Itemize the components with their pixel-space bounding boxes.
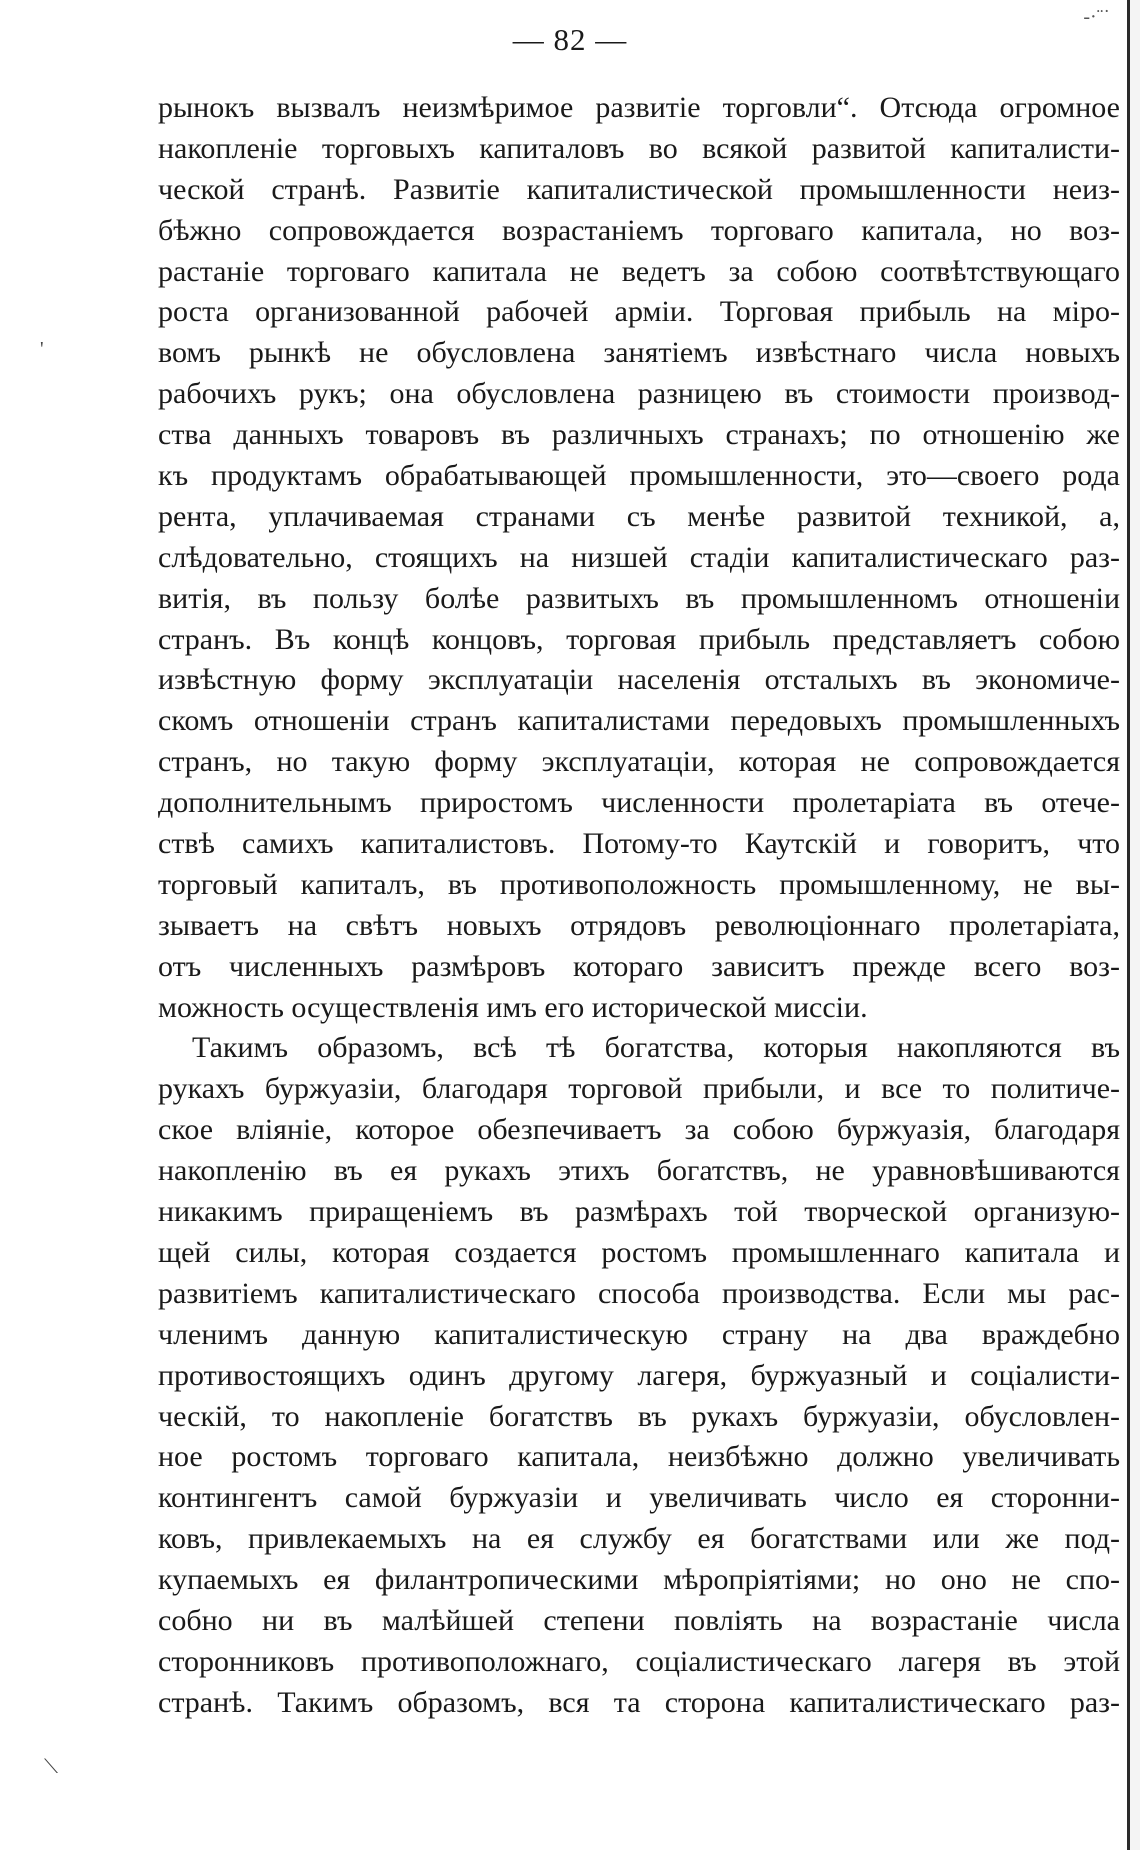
text-line: ское вліяніе, которое обезпечиваетъ за собою буржуазія, благодаря [158,1113,1120,1147]
text-line: ствѣ самихъ капиталистовъ. Потому-то Каутскій и говоритъ, что [158,827,1120,861]
text-line: рынокъ вызвалъ неизмѣримое развитіе торговли“. Отсюда огромное [158,91,1120,124]
text-line: странъ. Въ концѣ концовъ, торговая прибыль представляетъ собою [158,622,1120,656]
page-edge [1127,0,1130,1850]
text-line: членимъ данную капиталистическую страну на два враждебно [158,1317,1120,1351]
text-line: ческій, то накопленіе богатствъ въ рукахъ буржуазіи, обусловлен- [158,1399,1120,1433]
text-line: къ продуктамъ обрабатывающей промышленности, это—своего рода [158,459,1120,493]
text-line: собно ни въ малѣйшей степени повліять на возрастаніе числа [158,1603,1120,1637]
text-line: противостоящихъ одинъ другому лагеря, буржуазный и соціалисти- [158,1358,1120,1392]
text-line: торговый капиталъ, въ противоположность промышленному, не вы- [158,867,1120,901]
text-line: бѣжно сопровождается возрастаніемъ торговаго капитала, но воз- [158,213,1120,247]
text-line: ства данныхъ товаровъ въ различныхъ странахъ; по отношенію же [158,418,1120,452]
text-line: щей силы, которая создается ростомъ промышленнаго капитала и [158,1235,1120,1269]
text-line: странъ, но такую форму эксплуатаціи, которая не сопровождается [158,745,1120,779]
text-line: накопленію въ ея рукахъ этихъ богатствъ, не уравновѣшиваются [158,1154,1120,1188]
text-line: скомъ отношеніи странъ капиталистами передовыхъ промышленныхъ [158,704,1120,738]
text-line: ковъ, привлекаемыхъ на ея службу ея богатствами или же под- [158,1522,1120,1556]
text-line: рабочихъ рукъ; она обусловлена разницею въ стоимости производ- [158,377,1120,411]
text-line: дополнительнымъ приростомъ численности пролетаріата въ отече- [158,786,1120,820]
text-line: сторонниковъ противоположнаго, соціалистическаго лагеря въ этой [158,1644,1120,1678]
page-edge-shadow [1130,0,1140,1850]
text-line-paragraph-start: Такимъ образомъ, всѣ тѣ богатства, которыя накопляются въ [192,1031,1120,1065]
page-number: — 82 — [512,22,628,57]
text-line: вомъ рынкѣ не обусловлена занятіемъ извѣстнаго числа новыхъ [158,336,1120,370]
scan-mark: -·¨˙ [1083,6,1110,28]
text-line: зываетъ на свѣтъ новыхъ отрядовъ революціоннаго пролетаріата, [158,908,1120,942]
text-line: рента, уплачиваемая странами съ менѣе развитой техникой, а, [158,499,1120,533]
text-line: развитіемъ капиталистическаго способа производства. Если мы рас- [158,1276,1120,1310]
text-line: рукахъ буржуазіи, благодаря торговой прибыли, и все то политиче- [158,1072,1120,1106]
text-line: купаемыхъ ея филантропическими мѣропріятіями; но оно не спо- [158,1563,1120,1597]
text-line: накопленіе торговыхъ капиталовъ во всякой развитой капиталисти- [158,131,1120,165]
text-line: витія, въ пользу болѣе развитыхъ въ промышленномъ отношеніи [158,581,1120,615]
text-line: никакимъ приращеніемъ въ размѣрахъ той творческой организую- [158,1195,1120,1229]
text-line: роста организованной рабочей арміи. Торговая прибыль на міро- [158,295,1120,329]
text-line: отъ численныхъ размѣровъ котораго зависитъ прежде всего воз- [158,949,1120,983]
text-line: ное ростомъ торговаго капитала, неизбѣжно должно увеличивать [158,1440,1120,1474]
text-line: ческой странѣ. Развитіе капиталистической промышленности неиз- [158,172,1120,206]
text-line: слѣдовательно, стоящихъ на низшей стадіи капиталистическаго раз- [158,540,1120,574]
text-line: контингентъ самой буржуазіи и увеличивать число ея сторонни- [158,1481,1120,1515]
text-line-paragraph-end: можность осуществленія имъ его исторической миссіи. [158,990,868,1024]
text-line: извѣстную форму эксплуатаціи населенія отсталыхъ въ экономиче- [158,663,1120,697]
page-text [158,88,1120,1724]
text-line: растаніе торговаго капитала не ведетъ за собою соотвѣтствующаго [158,254,1120,288]
text-line: странѣ. Такимъ образомъ, вся та сторона капиталистическаго раз- [158,1685,1120,1719]
scan-speck: ⟍ [44,1756,58,1778]
scan-speck: ' [40,338,44,360]
